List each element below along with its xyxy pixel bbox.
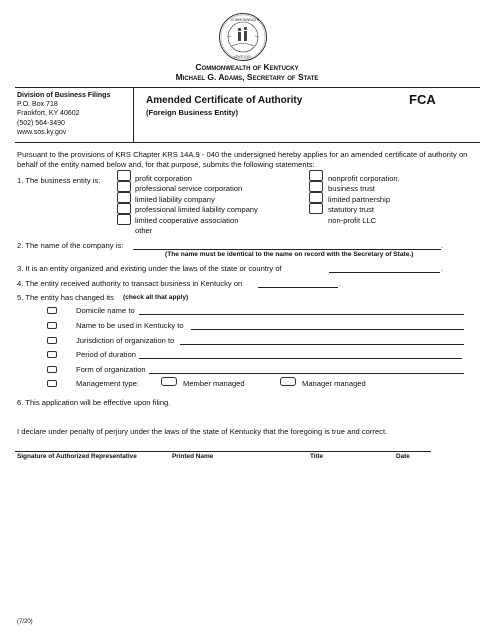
form-subtitle: (Foreign Business Entity): [146, 108, 238, 117]
option-label: non-profit LLC: [328, 215, 377, 225]
option-label: profit corporation: [135, 174, 192, 183]
entity-right-labels: [328, 174, 400, 226]
jurisdiction-change-field[interactable]: [180, 344, 464, 345]
form-title: Amended Certificate of Authority: [146, 95, 303, 106]
checkbox-nonprofit-corporation[interactable]: [309, 170, 323, 181]
intro-paragraph: Pursuant to the provisions of KRS Chapter KRS 14A.9 - 040 the undersigned hereby applies for an amended certificate of authority on behalf of the entity named below and, for that purpose, submits the following statements:: [17, 150, 468, 169]
title-label: Title: [310, 453, 324, 460]
authority-date-field[interactable]: [258, 287, 338, 288]
item5-label: 5. The entity has changed its: [17, 293, 114, 302]
checkbox-statutory-trust[interactable]: [309, 203, 323, 214]
option-label: professional limited liability company: [135, 205, 258, 215]
company-name-field[interactable]: [133, 249, 441, 250]
item6-label: 6. This application will be effective upon filing.: [17, 398, 171, 407]
item3-end: .: [441, 264, 444, 273]
form-code: FCA: [409, 92, 436, 107]
item5-note: (check all that apply): [123, 294, 189, 301]
header-box-divider: [133, 87, 134, 143]
office-address: [17, 91, 110, 137]
office-line: Frankfort, KY 40602: [17, 110, 80, 118]
signature-line[interactable]: [15, 451, 431, 452]
printed-name-label: Printed Name: [172, 453, 214, 460]
checkbox-professional-llc[interactable]: [117, 203, 131, 214]
checkbox-period-of-duration[interactable]: [47, 351, 57, 358]
period-of-duration-field[interactable]: [139, 358, 462, 359]
item4-label: 4. The entity received authority to transact business in Kentucky on: [17, 279, 243, 288]
jurisdiction-field[interactable]: [329, 272, 440, 273]
item2-note: (The name must be identical to the name on record with the Secretary of State.): [165, 251, 414, 258]
checkbox-professional-service-corporation[interactable]: [117, 181, 131, 192]
entity-left-labels: [135, 174, 258, 236]
checkbox-limited-liability-company[interactable]: [117, 192, 131, 203]
header-secretary: Michael G. Adams, Secretary of State: [175, 72, 319, 82]
domicile-name-field[interactable]: [139, 314, 464, 315]
date-label: Date: [396, 453, 410, 460]
option-label: statutory trust: [328, 205, 375, 215]
checkbox-limited-cooperative-association[interactable]: [117, 214, 131, 225]
option-label: nonprofit corporation.: [328, 174, 400, 183]
option-label: limited cooperative association: [135, 215, 239, 225]
manager-managed-label: Manager managed: [302, 379, 366, 388]
option-label: professional service corporation: [135, 184, 243, 194]
option-label: limited partnership: [328, 194, 391, 204]
checkbox-form-of-organization[interactable]: [47, 366, 57, 373]
item1-label: 1. The business entity is:: [17, 176, 101, 185]
header-commonwealth: Commonwealth of Kentucky: [195, 62, 299, 72]
option-label: business trust: [328, 184, 375, 194]
office-name: Division of Business Filings: [17, 92, 111, 99]
svg-text:KENTUCKY: KENTUCKY: [234, 55, 251, 59]
checkbox-jurisdiction[interactable]: [47, 337, 57, 344]
revision-date: (7/20): [17, 619, 33, 625]
checkbox-member-managed[interactable]: [161, 377, 177, 386]
office-line: www.sos.ky.gov: [17, 128, 67, 136]
option-kentucky-name: Name to be used in Kentucky to: [76, 321, 184, 330]
signature-label: Signature of Authorized Representative: [17, 453, 137, 460]
svg-text:COMMONWEALTH: COMMONWEALTH: [231, 18, 260, 22]
declaration-text: I declare under penalty of perjury under the laws of the state of Kentucky that the foregoing is true and correct.: [17, 427, 388, 436]
member-managed-label: Member managed: [183, 379, 245, 388]
option-period-of-duration: Period of duration: [76, 350, 136, 359]
checkbox-profit-corporation[interactable]: [117, 170, 131, 181]
option-label: other: [135, 226, 153, 236]
checkbox-domicile-name[interactable]: [47, 307, 57, 314]
option-management-type: Management type:: [76, 379, 139, 388]
option-label: limited liability company: [135, 194, 215, 204]
option-jurisdiction: Jurisdiction of organization to: [76, 336, 175, 345]
checkbox-management-type[interactable]: [47, 380, 57, 387]
checkbox-limited-partnership[interactable]: [309, 192, 323, 203]
item4-end: .: [339, 279, 342, 288]
kentucky-seal-icon: [218, 12, 268, 62]
item2-end: .: [441, 241, 444, 250]
item2-label: 2. The name of the company is:: [17, 241, 124, 250]
kentucky-name-field[interactable]: [191, 329, 464, 330]
checkbox-kentucky-name[interactable]: [47, 322, 57, 329]
office-line: P.O. Box 718: [17, 101, 58, 109]
option-form-of-organization: Form of organization: [76, 365, 146, 374]
office-line: (502) 564-3490: [17, 119, 65, 127]
form-of-organization-field[interactable]: [149, 373, 464, 374]
item3-label: 3. It is an entity organized and existing under the laws of the state or country of: [17, 264, 282, 273]
option-domicile-name: Domicile name to: [76, 306, 135, 315]
checkbox-manager-managed[interactable]: [280, 377, 296, 386]
checkbox-business-trust[interactable]: [309, 181, 323, 192]
